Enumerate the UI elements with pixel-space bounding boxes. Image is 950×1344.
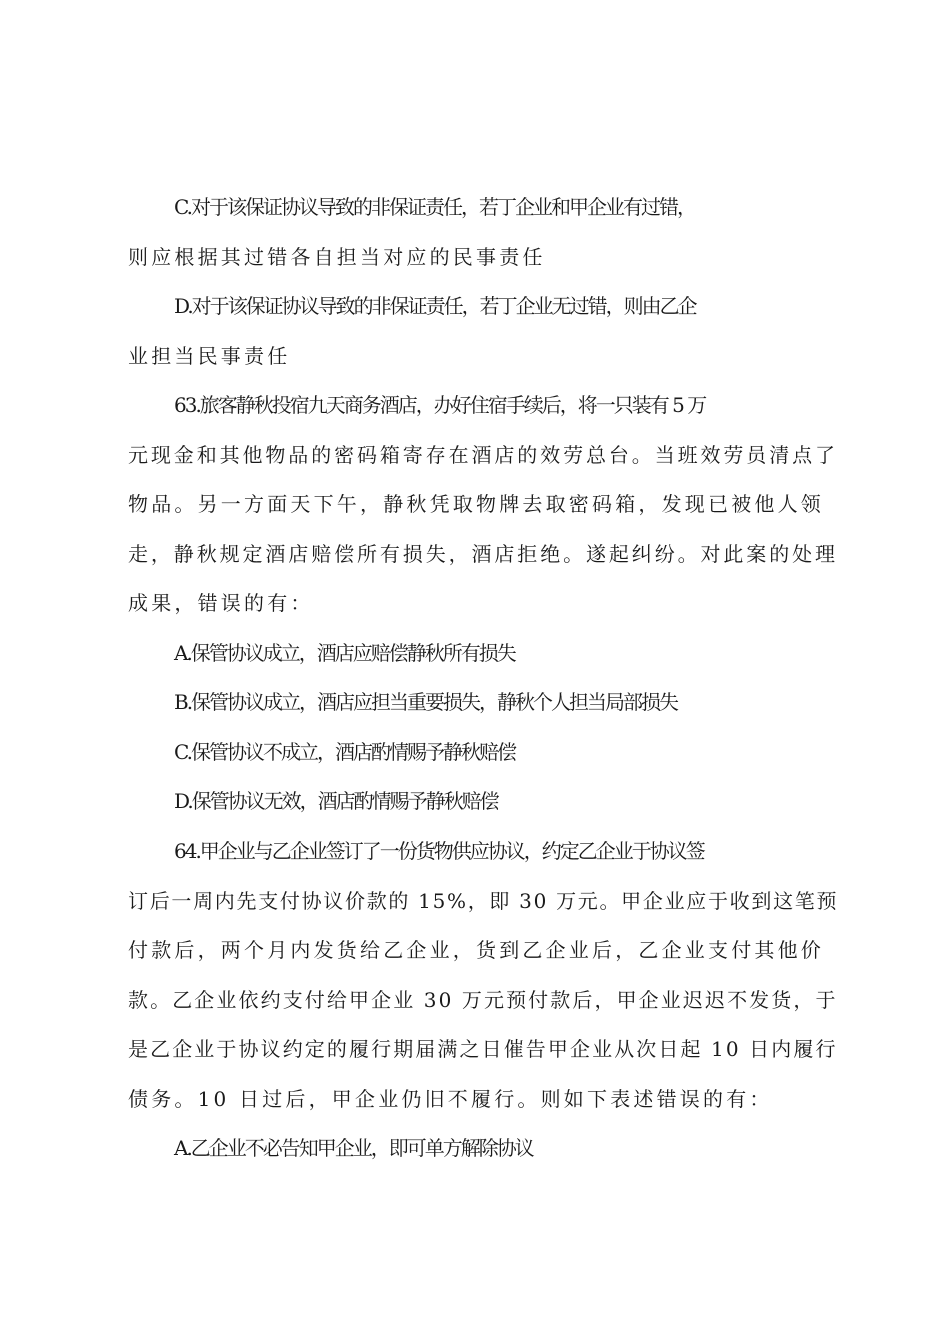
text-line: 元现金和其他物品的密码箱寄存在酒店的效劳总台。当班效劳员清点了 xyxy=(128,442,838,467)
text-line: 是乙企业于协议约定的履行期届满之日催告甲企业从次日起 10 日内履行 xyxy=(128,1037,838,1061)
text-line: 订后一周内先支付协议价款的 15%，即 30 万元。甲企业应于收到这笔预 xyxy=(128,888,839,913)
text-line: 63.旅客静秋投宿九天商务酒店，办好住宿手续后，将一只装有 5 万 xyxy=(174,393,706,417)
text-line: 付款后，两个月内发货给乙企业，货到乙企业后，乙企业支付其他价 xyxy=(128,938,824,962)
text-line: D.对于该保证协议导致的非保证责任，若丁企业无过错，则由乙企 xyxy=(174,294,696,318)
text-line: 64.甲企业与乙企业签订了一份货物供应协议，约定乙企业于协议签 xyxy=(174,839,704,863)
paragraph-q63-option-c xyxy=(128,728,836,778)
text-line: 物品。另一方面天下午，静秋凭取物牌去取密码箱，发现已被他人领 xyxy=(128,492,824,516)
paragraph-q62-option-d xyxy=(128,282,836,381)
text-line: A.乙企业不必告知甲企业，即可单方解除协议 xyxy=(174,1136,533,1160)
text-line: D.保管协议无效，酒店酌情赐予静秋赔偿 xyxy=(174,789,498,813)
paragraph-q63-option-a xyxy=(128,629,836,679)
text-line: C.对于该保证协议导致的非保证责任，若丁企业和甲企业有过错， xyxy=(174,195,695,219)
text-line: A.保管协议成立，酒店应赔偿静秋所有损失 xyxy=(174,641,515,665)
text-line: C.保管协议不成立，酒店酌情赐予静秋赔偿 xyxy=(174,740,515,764)
text-line: 业担当民事责任 xyxy=(128,343,291,368)
text-line: 走，静秋规定酒店赔偿所有损失，酒店拒绝。遂起纠纷。对此案的处理 xyxy=(128,541,838,566)
paragraph-q63-option-d xyxy=(128,777,836,827)
paragraph-q62-option-c xyxy=(128,183,836,282)
text-line: 债务。10 日过后，甲企业仍旧不履行。则如下表述错误的有： xyxy=(128,1086,773,1111)
paragraph-q63-stem xyxy=(128,381,836,629)
text-line: 成果，错误的有： xyxy=(128,591,314,615)
text-line: 款。乙企业依约支付给甲企业 30 万元预付款后，甲企业迟迟不发货，于 xyxy=(128,987,838,1012)
text-line: B.保管协议成立，酒店应担当重要损失，静秋个人担当局部损失 xyxy=(174,690,678,714)
text-line: 则应根据其过错各自担当对应的民事责任 xyxy=(128,244,546,269)
paragraph-q63-option-b xyxy=(128,678,836,728)
paragraph-q64-stem xyxy=(128,827,839,1124)
paragraph-q64-option-a xyxy=(128,1124,836,1174)
